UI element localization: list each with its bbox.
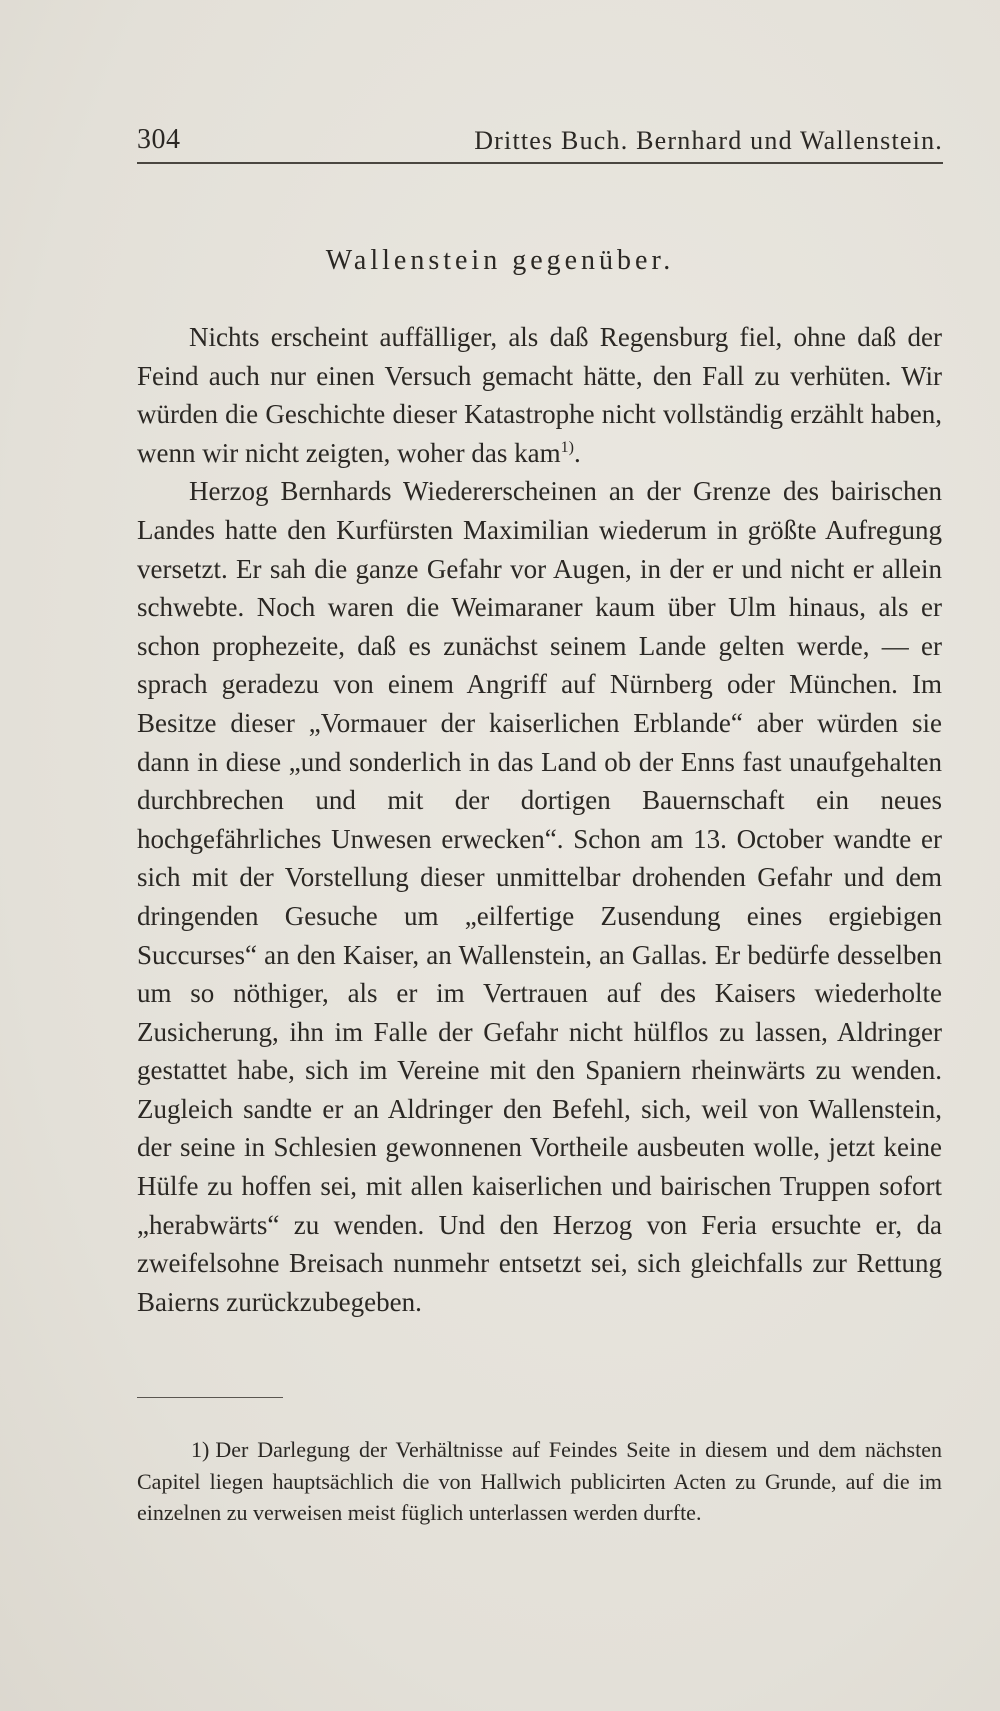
- footnote-text: Der Darlegung der Verhältnisse auf Feindes Seite in diesem und dem nächsten Capitel liegen hauptsächlich die von Hallwich publicirten Acten zu Grunde, auf die im einzelnen zu verweisen meist füglich unterlassen werden durfte.: [137, 1437, 942, 1525]
- footnote-reference: 1): [560, 438, 574, 456]
- running-head: [137, 118, 943, 164]
- footnote-marker: 1): [191, 1437, 210, 1462]
- section-title: Wallenstein gegenüber.: [325, 245, 675, 276]
- paragraph: [137, 472, 942, 1321]
- paragraph-text: Herzog Bernhards Wiedererscheinen an der Grenze des bairischen Landes hatte den Kurfürsten Maximilian wiederum in größte Aufregung versetzt. Er sah die ganze Gefahr vor Augen, in der er und nicht er allein schwebte. Noch waren die Weimaraner kaum über Ulm hinaus, als er schon prophezeite, daß es zunächst seinem Lande gelten werde, — er sprach geradezu von einem Angriff auf Nürnberg oder München. Im Besitze dieser „Vormauer der kaiserlichen Erblande“ aber würden sie dann in diese „und sonderlich in das Land ob der Enns fast unaufgehalten durchbrechen und mit der dortigen Bauernschaft ein neues hochgefährliches Unwesen erwecken“. Schon am 13. October wandte er sich mit der Vorstellung dieser unmittelbar drohenden Gefahr und dem dringenden Gesuche um „eilfertige Zusendung eines ergiebigen Succurses“ an den Kaiser, an Wallenstein, an Gallas. Er bedürfe desselben um so nöthiger, als er im Vertrauen auf des Kaisers wiederholte Zusicherung, ihn im Falle der Gefahr nicht hülflos zu lassen, Aldringer gestattet habe, sich im Vereine mit den Spaniern rheinwärts zu wenden. Zugleich sandte er an Aldringer den Befehl, sich, weil von Wallenstein, der seine in Schlesien gewonnenen Vortheile ausbeuten wolle, jetzt keine Hülfe zu hoffen sei, mit allen kaiserlichen und bairischen Truppen sofort „herabwärts“ zu wenden. Und den Herzog von Feria ersuchte er, da zweifelsohne Breisach nunmehr entsetzt sei, sich gleichfalls zur Rettung Baierns zurückzubegeben.: [137, 476, 942, 1317]
- footnote-divider: [137, 1397, 283, 1398]
- footnote-paragraph: [137, 1434, 942, 1529]
- running-title: Drittes Buch. Bernhard und Wallenstein.: [474, 126, 943, 155]
- body-text: [137, 318, 942, 1321]
- page-number: 304: [137, 124, 181, 155]
- footnote: [137, 1434, 942, 1529]
- paragraph-end: .: [573, 437, 581, 468]
- paragraph-text: Nichts erscheint auffälliger, als daß Regensburg fiel, ohne daß der Feind auch nur einen Versuch gemacht hätte, den Fall zu verhüten. Wir würden die Geschichte dieser Katastrophe nicht vollständig erzählt haben, wenn wir nicht zeigten, woher das kam: [137, 322, 942, 468]
- paragraph: [137, 318, 942, 472]
